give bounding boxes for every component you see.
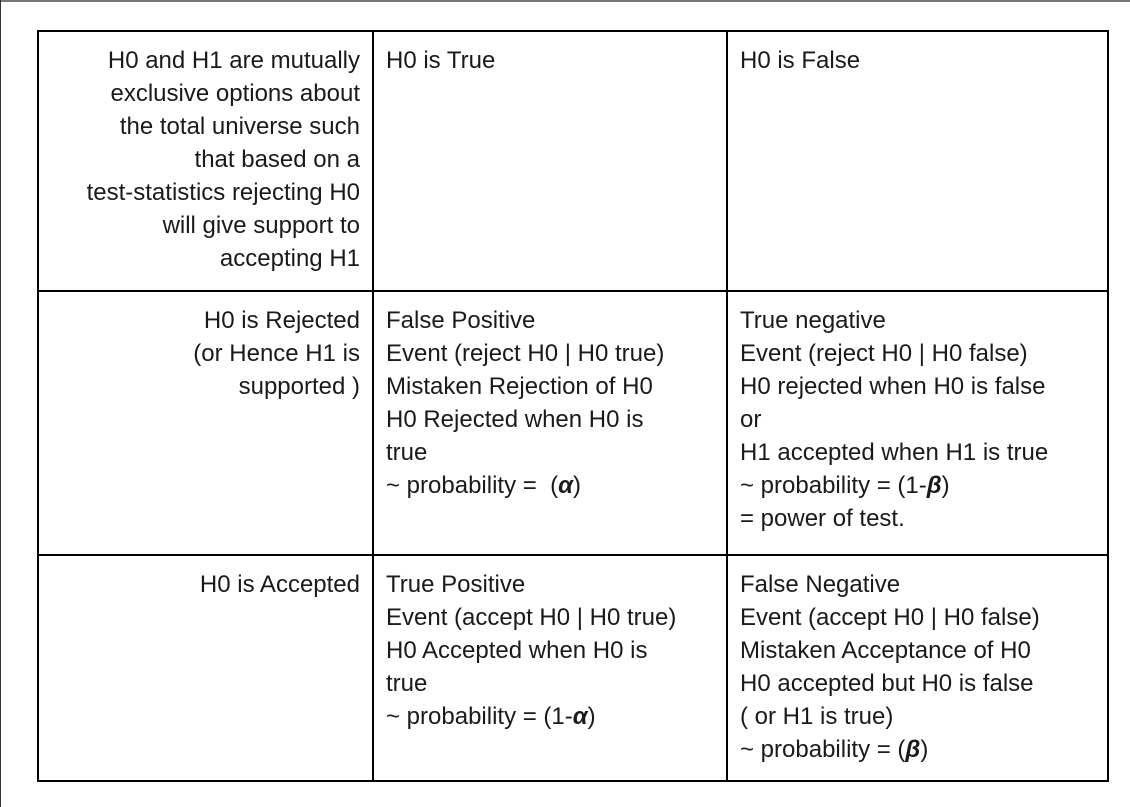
cell-line: Mistaken Rejection of H0 [386, 373, 653, 400]
cell-line: or [740, 406, 762, 433]
left-border-line [0, 0, 1, 807]
accepted-row [38, 555, 1108, 781]
cell-line: Event (reject H0 | H0 false) [740, 340, 1028, 367]
description-line: that based on a [194, 146, 360, 173]
cell-line: Event (accept H0 | H0 true) [386, 604, 677, 631]
row-label-line: H0 is Accepted [199, 571, 360, 598]
probability-suffix: ) [920, 736, 929, 763]
column-header-label: H0 is False [740, 47, 861, 74]
cell-line: Event (reject H0 | H0 true) [386, 340, 665, 367]
row-label-line: H0 is Rejected [203, 307, 360, 334]
description-line: H0 and H1 are mutually [107, 47, 360, 74]
description-line: the total universe such [119, 113, 360, 140]
probability-prefix: ~ probability = ( [386, 472, 559, 499]
top-border-line [0, 0, 1130, 2]
hypothesis-testing-table [37, 30, 1109, 782]
column-header-label: H0 is True [386, 47, 496, 74]
description-line: exclusive options about [110, 80, 360, 107]
cell-line: True negative [740, 307, 886, 334]
probability-suffix: ) [587, 703, 596, 730]
true-negative-cell [727, 291, 1108, 555]
row-label-line: (or Hence H1 is [193, 340, 360, 367]
column-header-h0-true [373, 31, 727, 291]
cell-line: H0 Rejected when H0 is [386, 406, 644, 433]
alpha-symbol: α [558, 472, 573, 499]
cell-line: H0 Accepted when H0 is [386, 637, 648, 664]
probability-suffix: ) [941, 472, 950, 499]
cell-line: H0 rejected when H0 is false [740, 373, 1046, 400]
probability-prefix: ~ probability = (1- [386, 703, 573, 730]
description-line: test-statistics rejecting H0 [86, 179, 360, 206]
probability-prefix: ~ probability = ( [740, 736, 906, 763]
column-header-h0-false [727, 31, 1108, 291]
description-line: will give support to [162, 212, 360, 239]
probability-line [386, 469, 716, 502]
description-line: accepting H1 [219, 245, 360, 272]
description-cell [38, 31, 373, 291]
false-positive-cell [373, 291, 727, 555]
probability-line [386, 700, 716, 733]
row-label-accepted [38, 555, 373, 781]
cell-line: Mistaken Acceptance of H0 [740, 637, 1031, 664]
cell-line: True Positive [386, 571, 526, 598]
probability-line [740, 469, 1097, 502]
row-label-line: supported ) [238, 373, 360, 400]
rejected-row [38, 291, 1108, 555]
probability-suffix: ) [572, 472, 581, 499]
cell-line: true [386, 439, 428, 466]
cell-line: Event (accept H0 | H0 false) [740, 604, 1040, 631]
cell-line: H1 accepted when H1 is true [740, 439, 1049, 466]
beta-symbol: β [905, 736, 921, 763]
header-row [38, 31, 1108, 291]
alpha-symbol: α [572, 703, 588, 730]
cell-line: False Positive [386, 307, 536, 334]
probability-prefix: ~ probability = (1- [740, 472, 927, 499]
cell-line: ( or H1 is true) [740, 703, 894, 730]
cell-line: true [386, 670, 428, 697]
beta-symbol: β [926, 472, 942, 499]
power-of-test-line: = power of test. [740, 505, 905, 532]
false-negative-cell [727, 555, 1108, 781]
cell-line: False Negative [740, 571, 901, 598]
row-label-rejected [38, 291, 373, 555]
true-positive-cell [373, 555, 727, 781]
cell-line: H0 accepted but H0 is false [740, 670, 1034, 697]
probability-line [740, 733, 1097, 766]
